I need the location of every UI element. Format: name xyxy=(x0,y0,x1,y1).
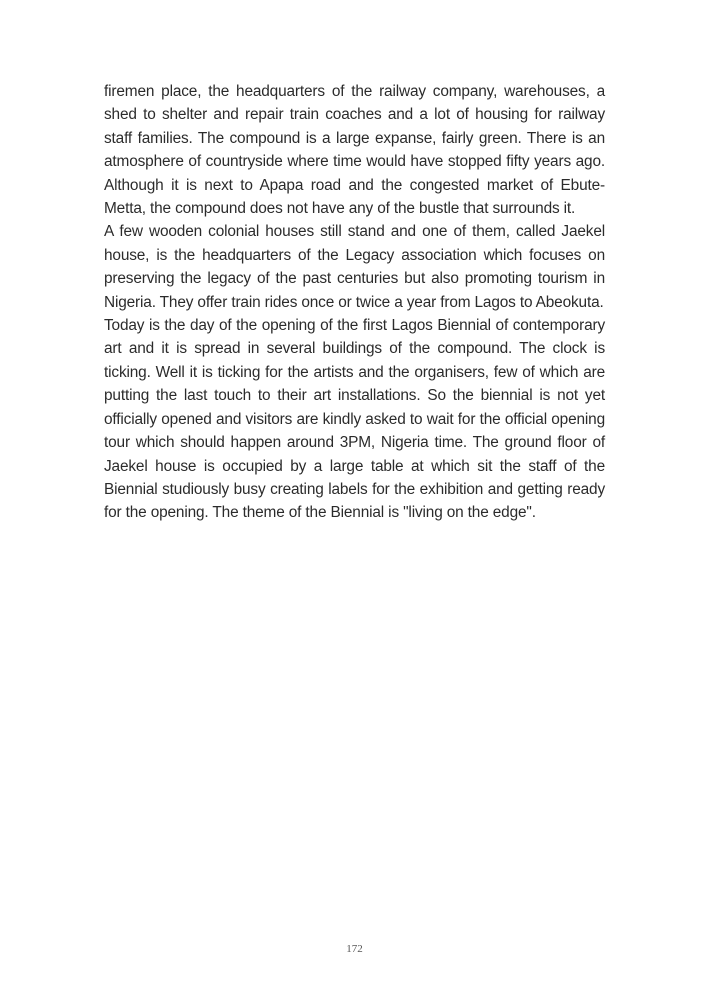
page-number: 172 xyxy=(346,943,363,955)
body-text xyxy=(104,80,605,525)
paragraph-railway-compound: firemen place, the headquarters of the railway company, warehouses, a shed to shelter and repair train coaches and a lot of housing for railway staff families. The compound is a large expanse, fairly green. There is an atmosphere of countryside where time would have stopped fifty years ago. Although it is next to Apapa road and the congested market of Ebute-Metta, the compound does not have any of the bustle that surrounds it. xyxy=(104,83,605,218)
paragraph-jaekel-house: A few wooden colonial houses still stand and one of them, called Jaekel house, is the headquarters of the Legacy association which focuses on preserving the legacy of the past centuries but also promoting tourism in Nigeria. They offer train rides once or twice a year from Lagos to Abeokuta. xyxy=(104,223,605,311)
paragraph-biennial-opening: Today is the day of the opening of the first Lagos Biennial of contemporary art and it is spread in several buildings of the compound. The clock is ticking. Well it is ticking for the artists and the organisers, few of which are putting the last touch to their art installations. So the biennial is not yet officially opened and visitors are kindly asked to wait for the official opening tour which should happen around 3PM, Nigeria time. The ground floor of Jaekel house is occupied by a large table at which sit the staff of the Biennial studiously busy creating labels for the exhibition and getting ready for the opening. The theme of the Biennial is "living on the edge". xyxy=(104,317,605,522)
